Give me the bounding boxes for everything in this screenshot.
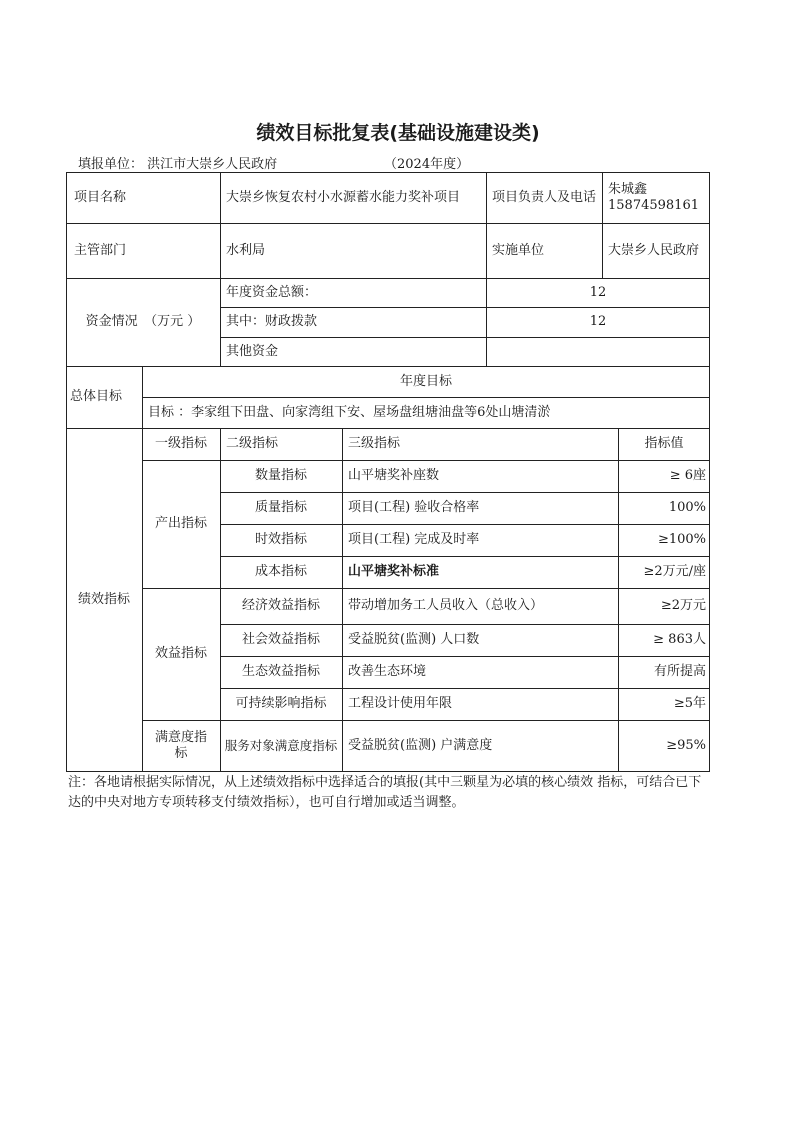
- indicator-level3: 带动增加务工人员收入（总收入）: [348, 598, 544, 613]
- page-title: 绩效目标批复表(基础设施建设类): [256, 122, 540, 144]
- header-level1: 一级指标: [154, 436, 207, 451]
- indicator-level2: 数量指标: [254, 468, 307, 483]
- indicator-value: ≥2万元: [660, 598, 706, 613]
- funds-total-label: 年度资金总额：: [226, 284, 318, 300]
- project-leader-contact: [604, 172, 710, 223]
- funds-other-value: [486, 337, 710, 366]
- indicator-level2: 质量指标: [254, 500, 307, 515]
- indicator-value: ≥2万元/座: [643, 564, 706, 579]
- report-year: （2024年度）: [384, 157, 470, 172]
- indicator-level3: 工程设计使用年限: [348, 696, 453, 711]
- indicator-level2: 成本指标: [254, 564, 307, 579]
- filing-unit: [78, 153, 277, 172]
- header-level2: 二级指标: [226, 436, 279, 451]
- group-benefit: 效益指标: [154, 646, 207, 661]
- performance-table: [66, 172, 710, 772]
- indicator-value: ≥5年: [673, 696, 706, 711]
- funds-other-label: 其他资金: [226, 343, 279, 359]
- project-leader-name: 朱城鑫: [608, 181, 648, 197]
- indicator-level3: 受益脱贫(监测) 人口数: [348, 632, 480, 647]
- indicator-level3: 项目(工程) 验收合格率: [348, 500, 480, 515]
- overall-goal-label: 总体目标: [70, 389, 123, 404]
- indicator-value: 有所提高: [653, 664, 706, 679]
- indicator-value: ≥ 6座: [669, 468, 706, 483]
- indicator-level3: 项目(工程) 完成及时率: [348, 532, 480, 547]
- filing-unit-value: 洪江市大崇乡人民政府: [147, 157, 278, 172]
- indicator-level2: 社会效益指标: [241, 632, 320, 647]
- indicator-value: 100%: [668, 500, 706, 515]
- project-leader-phone: 15874598161: [608, 197, 699, 213]
- indicator-level2: 生态效益指标: [241, 664, 320, 679]
- group-satisfaction: 满意度指标: [154, 729, 207, 761]
- indicator-value: ≥ 863人: [653, 632, 706, 647]
- indicator-level3: 受益脱贫(监测) 户满意度: [348, 737, 493, 753]
- indicator-level3: 山平塘奖补标准: [348, 564, 440, 579]
- filing-unit-label: 填报单位：: [78, 157, 144, 172]
- project-name-label: 项目名称: [74, 189, 127, 205]
- indicator-value: ≥95%: [666, 737, 706, 753]
- performance-label: 绩效指标: [77, 592, 130, 607]
- col-line: [220, 172, 221, 366]
- header-value: 指标值: [644, 436, 684, 451]
- header-level3: 三级指标: [348, 436, 401, 451]
- funds-total-value: 12: [589, 284, 607, 300]
- project-name-value: 大崇乡恢复农村小水源蓄水能力奖补项目: [226, 189, 461, 205]
- indicator-value: ≥100%: [657, 532, 706, 547]
- indicator-level2: 时效指标: [254, 532, 307, 547]
- indicator-level2: 服务对象满意度指标: [224, 737, 338, 753]
- table-border-bottom: [66, 771, 710, 772]
- group-output: 产出指标: [154, 516, 207, 531]
- dept-value: 水利局: [226, 242, 266, 258]
- col-line: [342, 428, 343, 772]
- annual-goal-text: 目标 ：李家组下田盘、向家湾组下安、屋场盘组塘油盘等6处山塘清淤: [148, 404, 551, 420]
- funds-fiscal-label: 其中：财政拨款: [226, 314, 318, 329]
- impl-unit-label: 实施单位: [492, 242, 545, 258]
- dept-label: 主管部门: [74, 242, 127, 258]
- indicator-level2: 经济效益指标: [241, 598, 320, 613]
- annual-goal-label: 年度目标: [399, 373, 452, 389]
- project-leader-label: 项目负责人及电话: [492, 189, 597, 205]
- funds-fiscal-value: 12: [589, 314, 607, 329]
- funds-label: 资金情况 （万元 ）: [85, 314, 201, 329]
- indicator-level2: 可持续影响指标: [235, 696, 327, 711]
- impl-unit-value: 大崇乡人民政府: [608, 242, 700, 258]
- indicator-level3: 山平塘奖补座数: [348, 468, 440, 483]
- footnote: 注：各地请根据实际情况，从上述绩效指标中选择适合的填报(其中三颗星为必填的核心绩效 指标，可结合已下达的中央对地方专项转移支付绩效指标），也可自行增加或适当调整。: [68, 775, 702, 810]
- col-line: [602, 172, 603, 278]
- indicator-level3: 改善生态环境: [348, 664, 427, 679]
